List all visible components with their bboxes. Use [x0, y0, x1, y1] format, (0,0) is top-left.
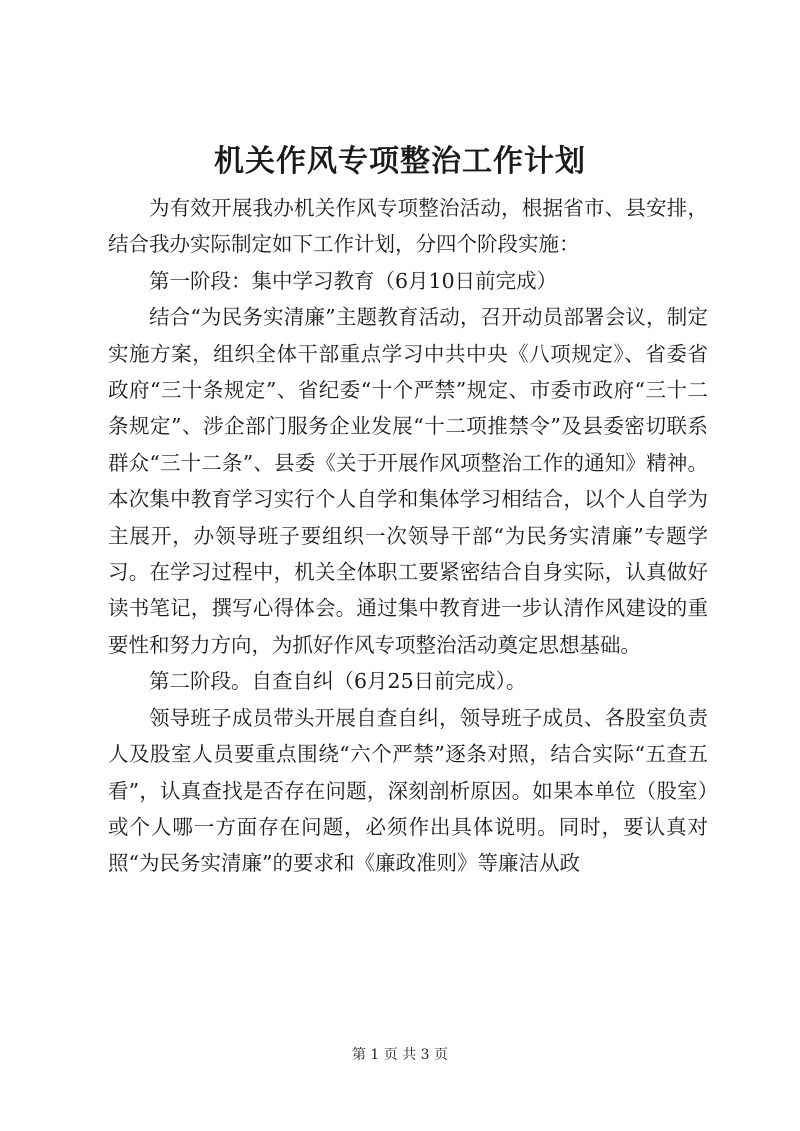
stage-one-paragraph: 结合“为民务实清廉”主题教育活动，召开动员部署会议，制定实施方案，组织全体干部重点学习中共中央《八项规定》、省委省政府“三十条规定”、省纪委“十个严禁”规定、市委市政府“三十二条规定”、涉企部门服务企业发展“十二项推禁令”及县委密切联系群众“三十二条”、县委《关于开展作风项整治工作的通知》精神。本次集中教育学习实行个人自学和集体学习相结合，以个人自学为主展开，办领导班子要组织一次领导干部“为民务实清廉”专题学习。在学习过程中，机关全体职工要紧密结合自身实际，认真做好读书笔记，撰写心得体会。通过集中教育进一步认清作风建设的重要性和努力方向，为抓好作风专项整治活动奠定思想基础。 — [108, 305, 708, 657]
document-title: 机关作风专项整治工作计划 — [214, 144, 586, 179]
intro-paragraph: 为有效开展我办机关作风专项整治活动，根据省市、县安排，结合我办实际制定如下工作计划，分四个阶段实施： — [108, 196, 708, 257]
page-number-footer: 第 1 页 共 3 页 — [351, 1047, 449, 1063]
stage-one-heading: 第一阶段：集中学习教育（6月10日前完成） — [149, 268, 558, 293]
document-body — [108, 190, 708, 882]
stage-two-paragraph: 领导班子成员带头开展自查自纠，领导班子成员、各股室负责人及股室人员要重点围绕“六个严禁”逐条对照，结合实际“五查五看”，认真查找是否存在问题，深刻剖析原因。如果本单位（股室）或个人哪一方面存在问题，必须作出具体说明。同时，要认真对照“为民务实清廉”的要求和《廉政准则》等廉洁从政 — [108, 705, 708, 876]
stage-two-heading: 第二阶段。自查自纠（6月25日前完成）。 — [149, 669, 527, 694]
